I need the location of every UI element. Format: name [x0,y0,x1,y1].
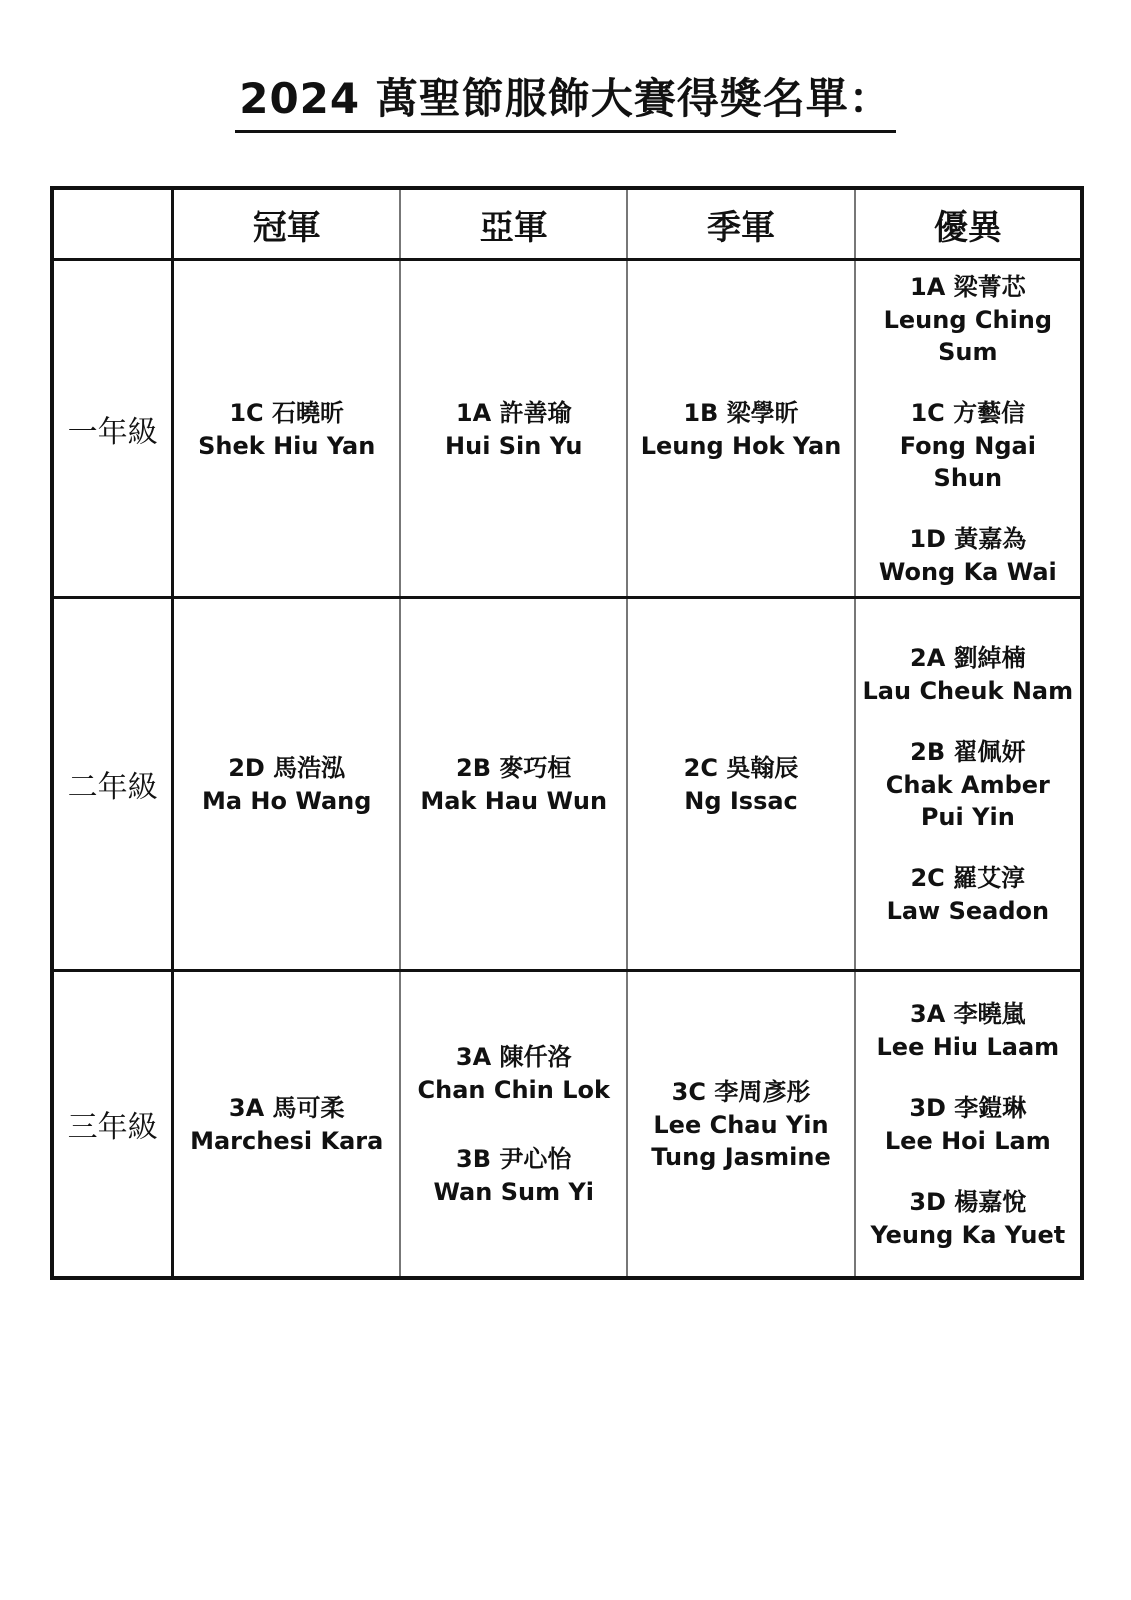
student-name: Marchesi Kara [190,1126,384,1155]
table-row [52,260,1082,598]
award-entry [174,1091,399,1157]
class-student: 3C 李周彥彤 [671,1077,811,1106]
awards-table [50,186,1084,1280]
class-student: 2C 羅艾淳 [910,864,1026,893]
student-name: Fong Ngai Shun [899,431,1036,492]
award-entry [401,1040,626,1106]
table-row [52,970,1082,1278]
second-runner-up-cell [627,260,854,598]
award-entry [856,735,1080,833]
award-entry [628,396,853,462]
award-entry [856,270,1080,368]
class-student: 3A 馬可柔 [228,1093,345,1122]
class-student: 1C 方藝信 [910,398,1026,427]
champion-cell [173,260,400,598]
first-runner-up-cell [400,598,627,970]
student-name: Law Seadon [886,897,1050,926]
student-name: Ma Ho Wang [201,787,372,816]
student-name: Leung Ching Sum [883,305,1053,366]
student-name: Lee Hiu Laam [876,1032,1060,1061]
award-entry [401,396,626,462]
grade-label: 一年級 [52,260,173,598]
class-student: 3A 李曉嵐 [910,999,1026,1028]
class-student: 2D 馬浩泓 [228,754,346,783]
class-student: 1B 梁學昕 [683,398,799,427]
award-entry [856,396,1080,494]
grade-label: 二年級 [52,598,173,970]
award-entry [401,1142,626,1208]
award-entry [401,751,626,817]
award-entry [856,997,1080,1063]
award-entry [856,1185,1080,1251]
header-merit: 優異 [855,188,1082,260]
header-first-runner-up: 亞軍 [400,188,627,260]
award-entry [628,1075,853,1173]
award-entry [856,522,1080,588]
class-student: 1C 石曉昕 [229,398,345,427]
award-entry [856,861,1080,927]
award-entry [856,1091,1080,1157]
student-name: Yeung Ka Yuet [870,1220,1066,1249]
class-student: 3B 尹心怡 [456,1144,572,1173]
student-name: Wan Sum Yi [433,1177,595,1206]
award-entry [856,641,1080,707]
award-entry [174,396,399,462]
header-second-runner-up: 季軍 [627,188,854,260]
student-name: Lee Hoi Lam [884,1126,1051,1155]
class-student: 2C 吳翰辰 [683,754,799,783]
table-row [52,598,1082,970]
grade-label: 三年級 [52,970,173,1278]
first-runner-up-cell [400,260,627,598]
student-name: Leung Hok Yan [640,431,842,460]
class-student: 1A 許善瑜 [455,398,572,427]
student-name: Lau Cheuk Nam [862,677,1074,706]
award-entry [628,751,853,817]
class-student: 1D 黃嘉為 [909,524,1027,553]
student-name: Chan Chin Lok [417,1075,610,1104]
class-student: 1A 梁菁芯 [910,272,1026,301]
merit-cell [855,598,1082,970]
corner-cell [52,188,173,260]
header-champion: 冠軍 [173,188,400,260]
class-student: 3D 李鎧琳 [909,1093,1027,1122]
first-runner-up-cell [400,970,627,1278]
student-name: Mak Hau Wun [420,787,608,816]
student-name: Ng Issac [684,787,798,816]
champion-cell [173,598,400,970]
champion-cell [173,970,400,1278]
class-student: 3A 陳仟洛 [455,1042,572,1071]
student-name: Chak Amber Pui Yin [885,771,1050,832]
class-student: 3D 楊嘉悅 [909,1187,1027,1216]
student-name: Hui Sin Yu [445,431,583,460]
merit-cell [855,260,1082,598]
class-student: 2A 劉綽楠 [910,644,1026,673]
student-name: Lee Chau Yin Tung Jasmine [651,1110,831,1171]
page-title: 2024 萬聖節服飾大賽得獎名單： [235,72,896,133]
class-student: 2B 翟佩妍 [910,738,1026,767]
header-row [52,188,1082,260]
student-name: Wong Ka Wai [878,557,1057,586]
class-student: 2B 麥巧桓 [456,754,572,783]
second-runner-up-cell [627,598,854,970]
second-runner-up-cell [627,970,854,1278]
award-entry [174,751,399,817]
merit-cell [855,970,1082,1278]
student-name: Shek Hiu Yan [198,431,376,460]
